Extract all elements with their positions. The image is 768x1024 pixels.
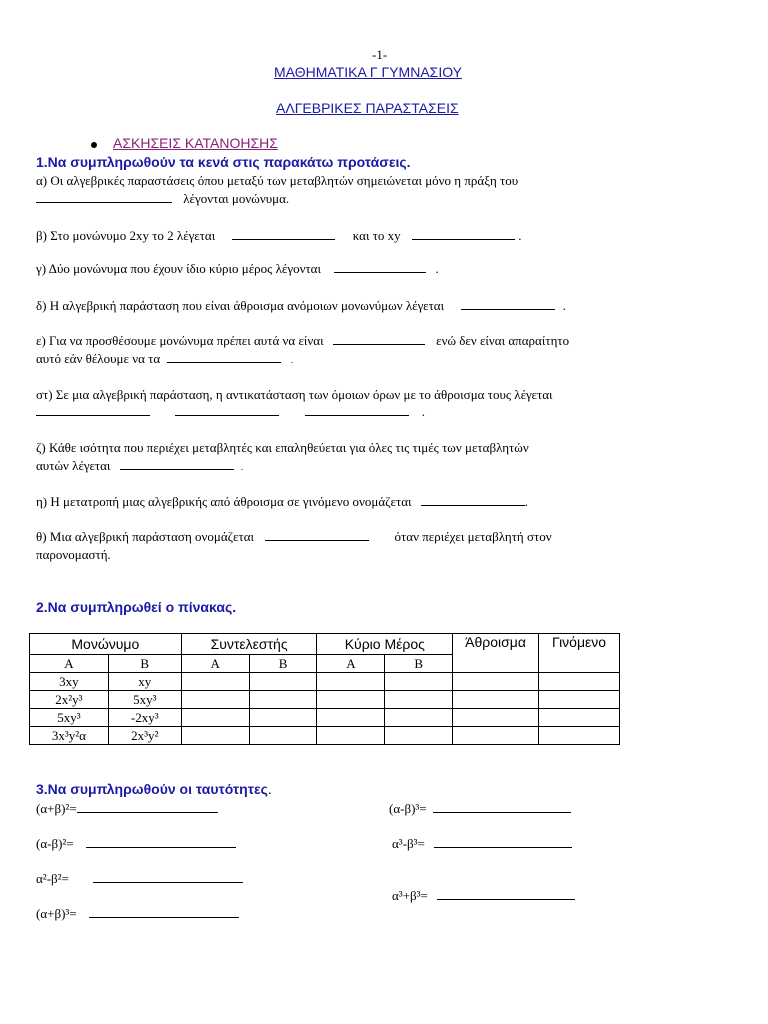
monomial-a-cell: 3xy — [30, 673, 109, 691]
answer-cell[interactable] — [317, 709, 385, 727]
q1-t-text: θ) Μια αλγεβρική παράσταση ονομάζεται — [36, 529, 255, 544]
question-3-heading-dot: . — [267, 781, 272, 797]
q1-h-text: η) Η μετατροπή μιας αλγεβρικής από άθροισμα σε γινόμενο ονομάζεται — [36, 494, 412, 509]
q1-b-text: β) Στο μονώνυμο 2xy το 2 λέγεται — [36, 228, 216, 243]
page-title: ΜΑΘΗΜΑΤΙΚΑ Γ ΓΥΜΝΑΣΙΟΥ — [274, 64, 462, 80]
table-subheader: Β — [385, 655, 453, 673]
q1-e-text: ε) Για να προσθέσουμε μονώνυμα πρέπει αυτά να είναι — [36, 333, 324, 348]
q1-st-line2: . — [36, 404, 425, 420]
blank-field[interactable] — [421, 494, 525, 506]
blank-field[interactable] — [36, 404, 150, 416]
question-2-heading: 2.Να συμπληρωθεί ο πίνακας. — [36, 599, 237, 615]
section-label: ΑΣΚΗΣΕΙΣ ΚΑΤΑΝΟΗΣΗΣ — [113, 135, 278, 151]
q1-c-line: γ) Δύο μονώνυμα που έχουν ίδιο κύριο μέρος λέγονται . — [36, 261, 439, 276]
q1-t-line1 — [36, 529, 552, 545]
blank-field[interactable] — [437, 888, 575, 900]
answer-cell[interactable] — [317, 727, 385, 745]
q1-a-text: λέγονται μονώνυμα. — [183, 191, 290, 206]
table-header: Μονώνυμο — [30, 634, 182, 655]
answer-cell[interactable] — [181, 673, 249, 691]
blank-field[interactable] — [120, 458, 234, 470]
q1-b-line: β) Στο μονώνυμο 2xy το 2 λέγεται και το xy . — [36, 228, 522, 243]
identity-item — [36, 906, 239, 922]
q1-st-line1: στ) Σε μια αλγεβρική παράσταση, η αντικατάσταση των όμοιων όρων με το άθροισμα τους λέγεται — [36, 387, 553, 402]
identity-label: (α-β)²= — [36, 836, 74, 851]
answer-cell[interactable] — [249, 691, 317, 709]
table-row — [30, 673, 620, 691]
answer-cell[interactable] — [453, 727, 539, 745]
identity-item — [36, 871, 243, 887]
q1-a-line1: α) Οι αλγεβρικές παραστάσεις όπου μεταξύ των μεταβλητών σημειώνεται μόνο η πράξη του — [36, 173, 519, 188]
q1-h-line: η) Η μετατροπή μιας αλγεβρικής από άθροισμα σε γινόμενο ονομάζεται . — [36, 494, 529, 509]
question-3-heading — [36, 781, 272, 797]
identity-label: (α+β)³= — [36, 906, 77, 921]
identity-item — [36, 801, 218, 817]
q1-d-line: δ) Η αλγεβρική παράσταση που είναι άθροισμα ανόμοιων μονωνύμων λέγεται . — [36, 298, 566, 313]
identity-label: (α-β)³= — [389, 801, 427, 816]
table-subheader: Α — [181, 655, 249, 673]
blank-field[interactable] — [36, 191, 172, 203]
blank-field[interactable] — [433, 801, 571, 813]
answer-cell[interactable] — [317, 673, 385, 691]
monomial-a-cell: 2x²y³ — [30, 691, 109, 709]
blank-field[interactable] — [93, 871, 243, 883]
section-bullet-item — [91, 135, 278, 152]
answer-cell[interactable] — [385, 691, 453, 709]
table-header: Κύριο Μέρος — [317, 634, 453, 655]
monomial-a-cell: 5xy³ — [30, 709, 109, 727]
page-number: -1- — [372, 47, 388, 62]
q1-z-line1: ζ) Κάθε ισότητα που περιέχει μεταβλητές και επαληθεύεται για όλες τις τιμές των μεταβλητών — [36, 440, 529, 455]
table-subheader: Α — [317, 655, 385, 673]
q1-c-text: γ) Δύο μονώνυμα που έχουν ίδιο κύριο μέρος λέγονται — [36, 261, 321, 276]
table-row — [30, 691, 620, 709]
answer-cell[interactable] — [453, 691, 539, 709]
answer-cell[interactable] — [539, 673, 620, 691]
blank-field[interactable] — [167, 351, 281, 363]
answer-cell[interactable] — [453, 709, 539, 727]
blank-field[interactable] — [265, 529, 369, 541]
answer-cell[interactable] — [539, 691, 620, 709]
q1-e-line1 — [36, 333, 569, 349]
q1-d-text: δ) Η αλγεβρική παράσταση που είναι άθροισμα ανόμοιων μονωνύμων λέγεται — [36, 298, 445, 313]
identity-label: α³+β³= — [392, 888, 428, 903]
blank-field[interactable] — [89, 906, 239, 918]
table-subheader: Α — [30, 655, 109, 673]
q1-z-line2: αυτών λέγεται . — [36, 458, 244, 473]
question-3-heading-text: 3.Να συμπληρωθούν οι ταυτότητες — [36, 781, 268, 797]
identity-label: α²-β²= — [36, 871, 69, 886]
q1-e-line2: αυτό εάν θέλουμε να τα . — [36, 351, 293, 366]
q1-e-text-3: αυτό εάν θέλουμε να τα — [36, 351, 161, 366]
table-header: Συντελεστής — [181, 634, 317, 655]
blank-field[interactable] — [434, 836, 572, 848]
identity-item — [36, 836, 236, 852]
identity-label: α³-β³= — [392, 836, 425, 851]
answer-cell[interactable] — [317, 691, 385, 709]
monomial-b-cell: -2xy³ — [108, 709, 181, 727]
answer-cell[interactable] — [181, 709, 249, 727]
monomial-a-cell: 3x³y²α — [30, 727, 109, 745]
answer-cell[interactable] — [249, 709, 317, 727]
answer-cell[interactable] — [539, 727, 620, 745]
blank-field[interactable] — [77, 801, 218, 813]
q1-t-text-2: όταν περιέχει μεταβλητή στον — [394, 529, 552, 544]
answer-cell[interactable] — [181, 691, 249, 709]
table-row — [30, 727, 620, 745]
identity-label: (α+β)²= — [36, 801, 77, 816]
blank-field[interactable] — [86, 836, 236, 848]
answer-cell[interactable] — [385, 727, 453, 745]
table-subheader: Β — [108, 655, 181, 673]
monomial-b-cell: xy — [108, 673, 181, 691]
table-row — [30, 709, 620, 727]
answer-cell[interactable] — [385, 709, 453, 727]
blank-field[interactable] — [334, 261, 426, 273]
answer-cell[interactable] — [385, 673, 453, 691]
blank-field[interactable] — [232, 228, 335, 240]
monomial-b-cell: 5xy³ — [108, 691, 181, 709]
answer-cell[interactable] — [181, 727, 249, 745]
identity-item — [392, 888, 575, 904]
q1-z-text: αυτών λέγεται — [36, 458, 111, 473]
table-header: Γινόμενο — [539, 634, 620, 673]
table-header: Άθροισμα — [453, 634, 539, 673]
blank-field[interactable] — [175, 404, 279, 416]
blank-field[interactable] — [461, 298, 555, 310]
answer-cell[interactable] — [249, 673, 317, 691]
q1-e-text-2: ενώ δεν είναι απαραίτητο — [436, 333, 570, 348]
bullet-icon — [91, 142, 97, 148]
q1-t-line2: παρονομαστή. — [36, 547, 111, 562]
monomial-table — [29, 633, 620, 745]
blank-field[interactable] — [412, 228, 515, 240]
identity-item — [392, 836, 572, 852]
blank-field[interactable] — [333, 333, 425, 345]
answer-cell[interactable] — [249, 727, 317, 745]
blank-field[interactable] — [305, 404, 409, 416]
q1-a-line2 — [36, 191, 289, 207]
answer-cell[interactable] — [539, 709, 620, 727]
question-1-heading: 1.Να συμπληρωθούν τα κενά στις παρακάτω προτάσεις. — [36, 154, 411, 170]
q1-b-text-2: και το xy — [352, 228, 401, 243]
monomial-b-cell: 2x³y² — [108, 727, 181, 745]
identity-item — [389, 801, 571, 817]
page-subtitle: ΑΛΓΕΒΡΙΚΕΣ ΠΑΡΑΣΤΑΣΕΙΣ — [276, 100, 459, 116]
table-subheader: Β — [249, 655, 317, 673]
answer-cell[interactable] — [453, 673, 539, 691]
